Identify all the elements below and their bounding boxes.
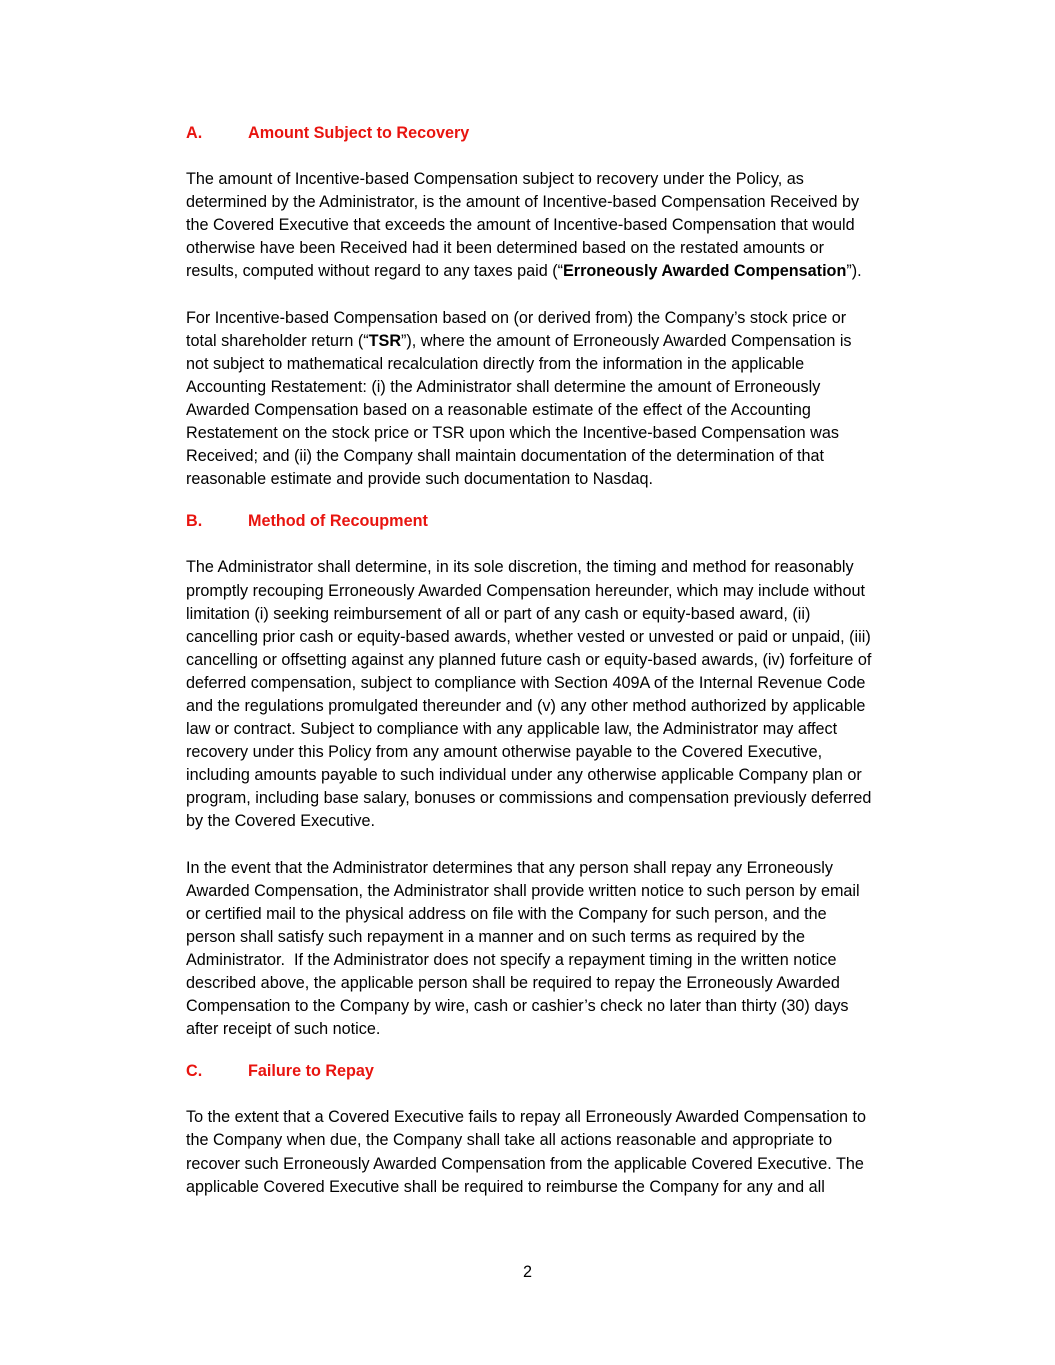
text-line: after receipt of such notice.: [186, 1020, 381, 1039]
defined-term: Erroneously Awarded Compensation: [563, 262, 847, 281]
text-line: Administrator. If the Administrator does not specify a repayment timing in the written notice: [186, 950, 837, 969]
text-line: Awarded Compensation based on a reasonable estimate of the effect of the Accounting: [186, 400, 811, 419]
text-line: cancelling or offsetting against any planned future cash or equity-based awards, (iv) forfeiture of: [186, 650, 872, 669]
text-line: the Covered Executive that exceeds the amount of Incentive-based Compensation that would: [186, 216, 855, 235]
defined-term: TSR: [368, 331, 402, 350]
section-c-heading: [186, 1060, 931, 1083]
paragraph: [186, 556, 931, 833]
text-line: recover such Erroneously Awarded Compensation from the applicable Covered Executive. The: [186, 1154, 864, 1173]
page-number: 2: [522, 1263, 532, 1281]
text-line: otherwise have been Received had it been determined based on the restated amounts or: [186, 239, 825, 258]
section-number: B.: [186, 512, 203, 531]
text-line: reasonable estimate and provide such documentation to Nasdaq.: [186, 470, 654, 489]
text-line: including amounts payable to such individual under any otherwise applicable Company plan or: [186, 766, 862, 785]
text-line: not subject to mathematical recalculation directly from the information in the applicable: [186, 354, 805, 373]
text-line: For Incentive-based Compensation based on (or derived from) the Company’s stock price or: [186, 308, 847, 327]
text-line: In the event that the Administrator determines that any person shall repay any Erroneously: [186, 858, 833, 877]
text-line: the Company when due, the Company shall take all actions reasonable and appropriate to: [186, 1131, 833, 1150]
section-b-heading: [186, 510, 931, 533]
section-number: A.: [186, 124, 203, 142]
text-run: results, computed without regard to any taxes paid (“: [186, 262, 563, 281]
text-line: described above, the applicable person shall be required to repay the Erroneously Awarded: [186, 974, 840, 992]
text-run: total shareholder return (“: [186, 331, 369, 350]
paragraph: [186, 307, 931, 492]
text-line: Restatement on the stock price or TSR upon which the Incentive-based Compensation was: [186, 424, 839, 443]
text-line: by the Covered Executive.: [186, 812, 375, 831]
section-title: Method of Recoupment: [248, 512, 428, 531]
text-run: ”), where the amount of Erroneously Awarded Compensation is: [401, 331, 852, 350]
text-line: limitation (i) seeking reimbursement of all or part of any cash or equity-based award, (ii): [186, 604, 811, 623]
text-line: recovery under this Policy from any amount otherwise payable to the Covered Executive,: [186, 743, 823, 762]
document-page: [186, 122, 931, 1199]
text-line: or certified mail to the physical address on file with the Company for such person, and the: [186, 904, 827, 923]
text-line: applicable Covered Executive shall be required to reimburse the Company for any and all: [186, 1177, 825, 1196]
text-line: cancelling prior cash or equity-based awards, whether vested or unvested or paid or unpaid, (iii): [186, 627, 871, 646]
section-a-heading: [186, 122, 931, 145]
text-line: Compensation to the Company by wire, cash or cashier’s check no later than thirty (30) days: [186, 997, 849, 1016]
paragraph: [186, 857, 931, 1042]
text-line: [186, 260, 931, 283]
text-line: promptly recouping Erroneously Awarded Compensation hereunder, which may include without: [186, 581, 866, 600]
text-line: law or contract. Subject to compliance with any applicable law, the Administrator may affect: [186, 720, 838, 739]
text-line: [186, 330, 931, 353]
text-line: Accounting Restatement: (i) the Administrator shall determine the amount of Erroneously: [186, 377, 821, 396]
text-line: program, including base salary, bonuses or commissions and compensation previously deferred: [186, 789, 872, 808]
text-line: The Administrator shall determine, in its sole discretion, the timing and method for reasonably: [186, 558, 854, 577]
section-title: Amount Subject to Recovery: [248, 124, 470, 142]
section-title: Failure to Repay: [248, 1062, 374, 1081]
text-line: Awarded Compensation, the Administrator shall provide written notice to such person by email: [186, 881, 860, 900]
text-line: deferred compensation, subject to compliance with Section 409A of the Internal Revenue Code: [186, 673, 866, 692]
text-line: determined by the Administrator, is the amount of Incentive-based Compensation Received by: [186, 193, 860, 212]
text-line: To the extent that a Covered Executive fails to repay all Erroneously Awarded Compensation to: [186, 1108, 866, 1127]
text-line: The amount of Incentive-based Compensation subject to recovery under the Policy, as: [186, 170, 804, 189]
section-number: C.: [186, 1062, 203, 1081]
text-line: Received; and (ii) the Company shall maintain documentation of the determination of that: [186, 447, 824, 466]
text-run: ”).: [846, 262, 862, 281]
paragraph: [186, 1106, 931, 1198]
text-line: person shall satisfy such repayment in a manner and on such terms as required by the: [186, 927, 806, 946]
paragraph: [186, 168, 931, 283]
text-line: and the regulations promulgated thereunder and (v) any other method authorized by applicable: [186, 696, 866, 715]
